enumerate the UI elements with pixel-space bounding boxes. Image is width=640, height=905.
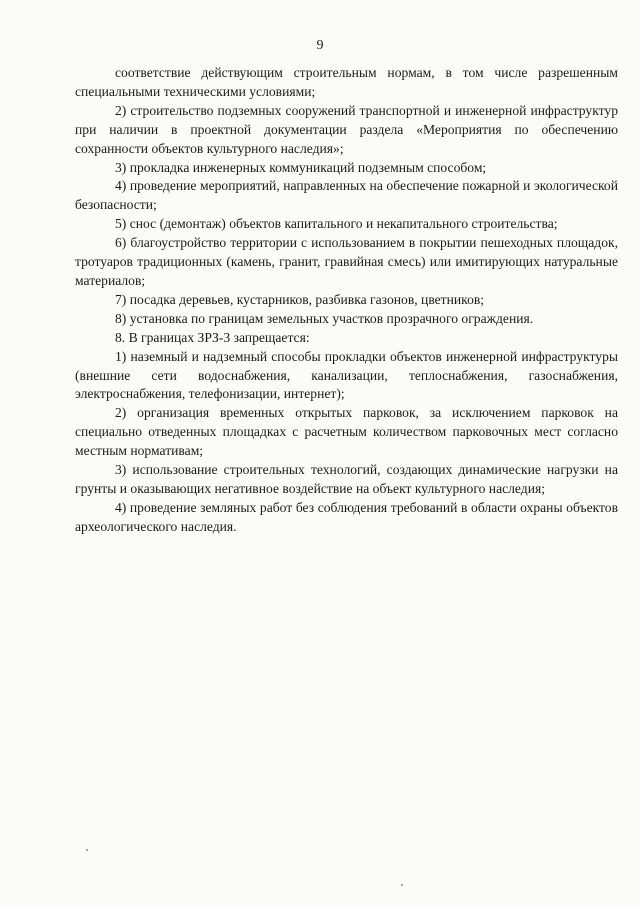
prohibited-item-4: 4) проведение земляных работ без соблюдения требований в области охраны объектов археологического наследия. [75,499,618,534]
scan-speck [86,849,88,851]
list-item-5: 5) снос (демонтаж) объектов капитального и некапитального строительства; [115,216,558,232]
page-number: 9 [316,38,324,53]
prohibited-item-1: 1) наземный и надземный способы прокладки объектов инженерной инфраструктуры (внешние сети водоснабжения, канализации, теплоснабжения, газоснабжения, электроснабжения, телефонизации, интернет); [75,348,618,402]
prohibited-item-3: 3) использование строительных технологий, создающих динамические нагрузки на грунты и оказывающих негативное воздействие на объект культурного наследия; [75,462,618,496]
paragraph-continuation: соответствие действующим строительным нормам, в том числе разрешенным специальными техническими условиями; [75,65,618,99]
document-body [75,64,618,537]
section-heading-8: 8. В границах ЗРЗ-3 запрещается: [115,329,310,345]
list-item-7: 7) посадка деревьев, кустарников, разбивка газонов, цветников; [115,291,485,307]
list-item-6: 6) благоустройство территории с использованием в покрытии пешеходных площадок, тротуаров традиционных (камень, гранит, гравийная смесь) или имитирующих натуральные материалов; [75,235,618,288]
scan-speck [401,884,403,886]
list-item-4: 4) проведение мероприятий, направленных на обеспечение пожарной и экологической безопасности; [75,178,618,213]
list-item-8: 8) установка по границам земельных участков прозрачного ограждения. [115,310,534,326]
list-item-3: 3) прокладка инженерных коммуникаций подземным способом; [115,159,487,175]
prohibited-item-2: 2) организация временных открытых парковок, за исключением парковок на специально отведенных площадках с расчетным количеством парковочных мест согласно местным нормативам; [75,405,618,459]
list-item-2: 2) строительство подземных сооружений транспортной и инженерной инфраструктур при наличии в проектной документации раздела «Мероприятия по обеспечению сохранности объектов культурного наследия»; [75,102,618,156]
